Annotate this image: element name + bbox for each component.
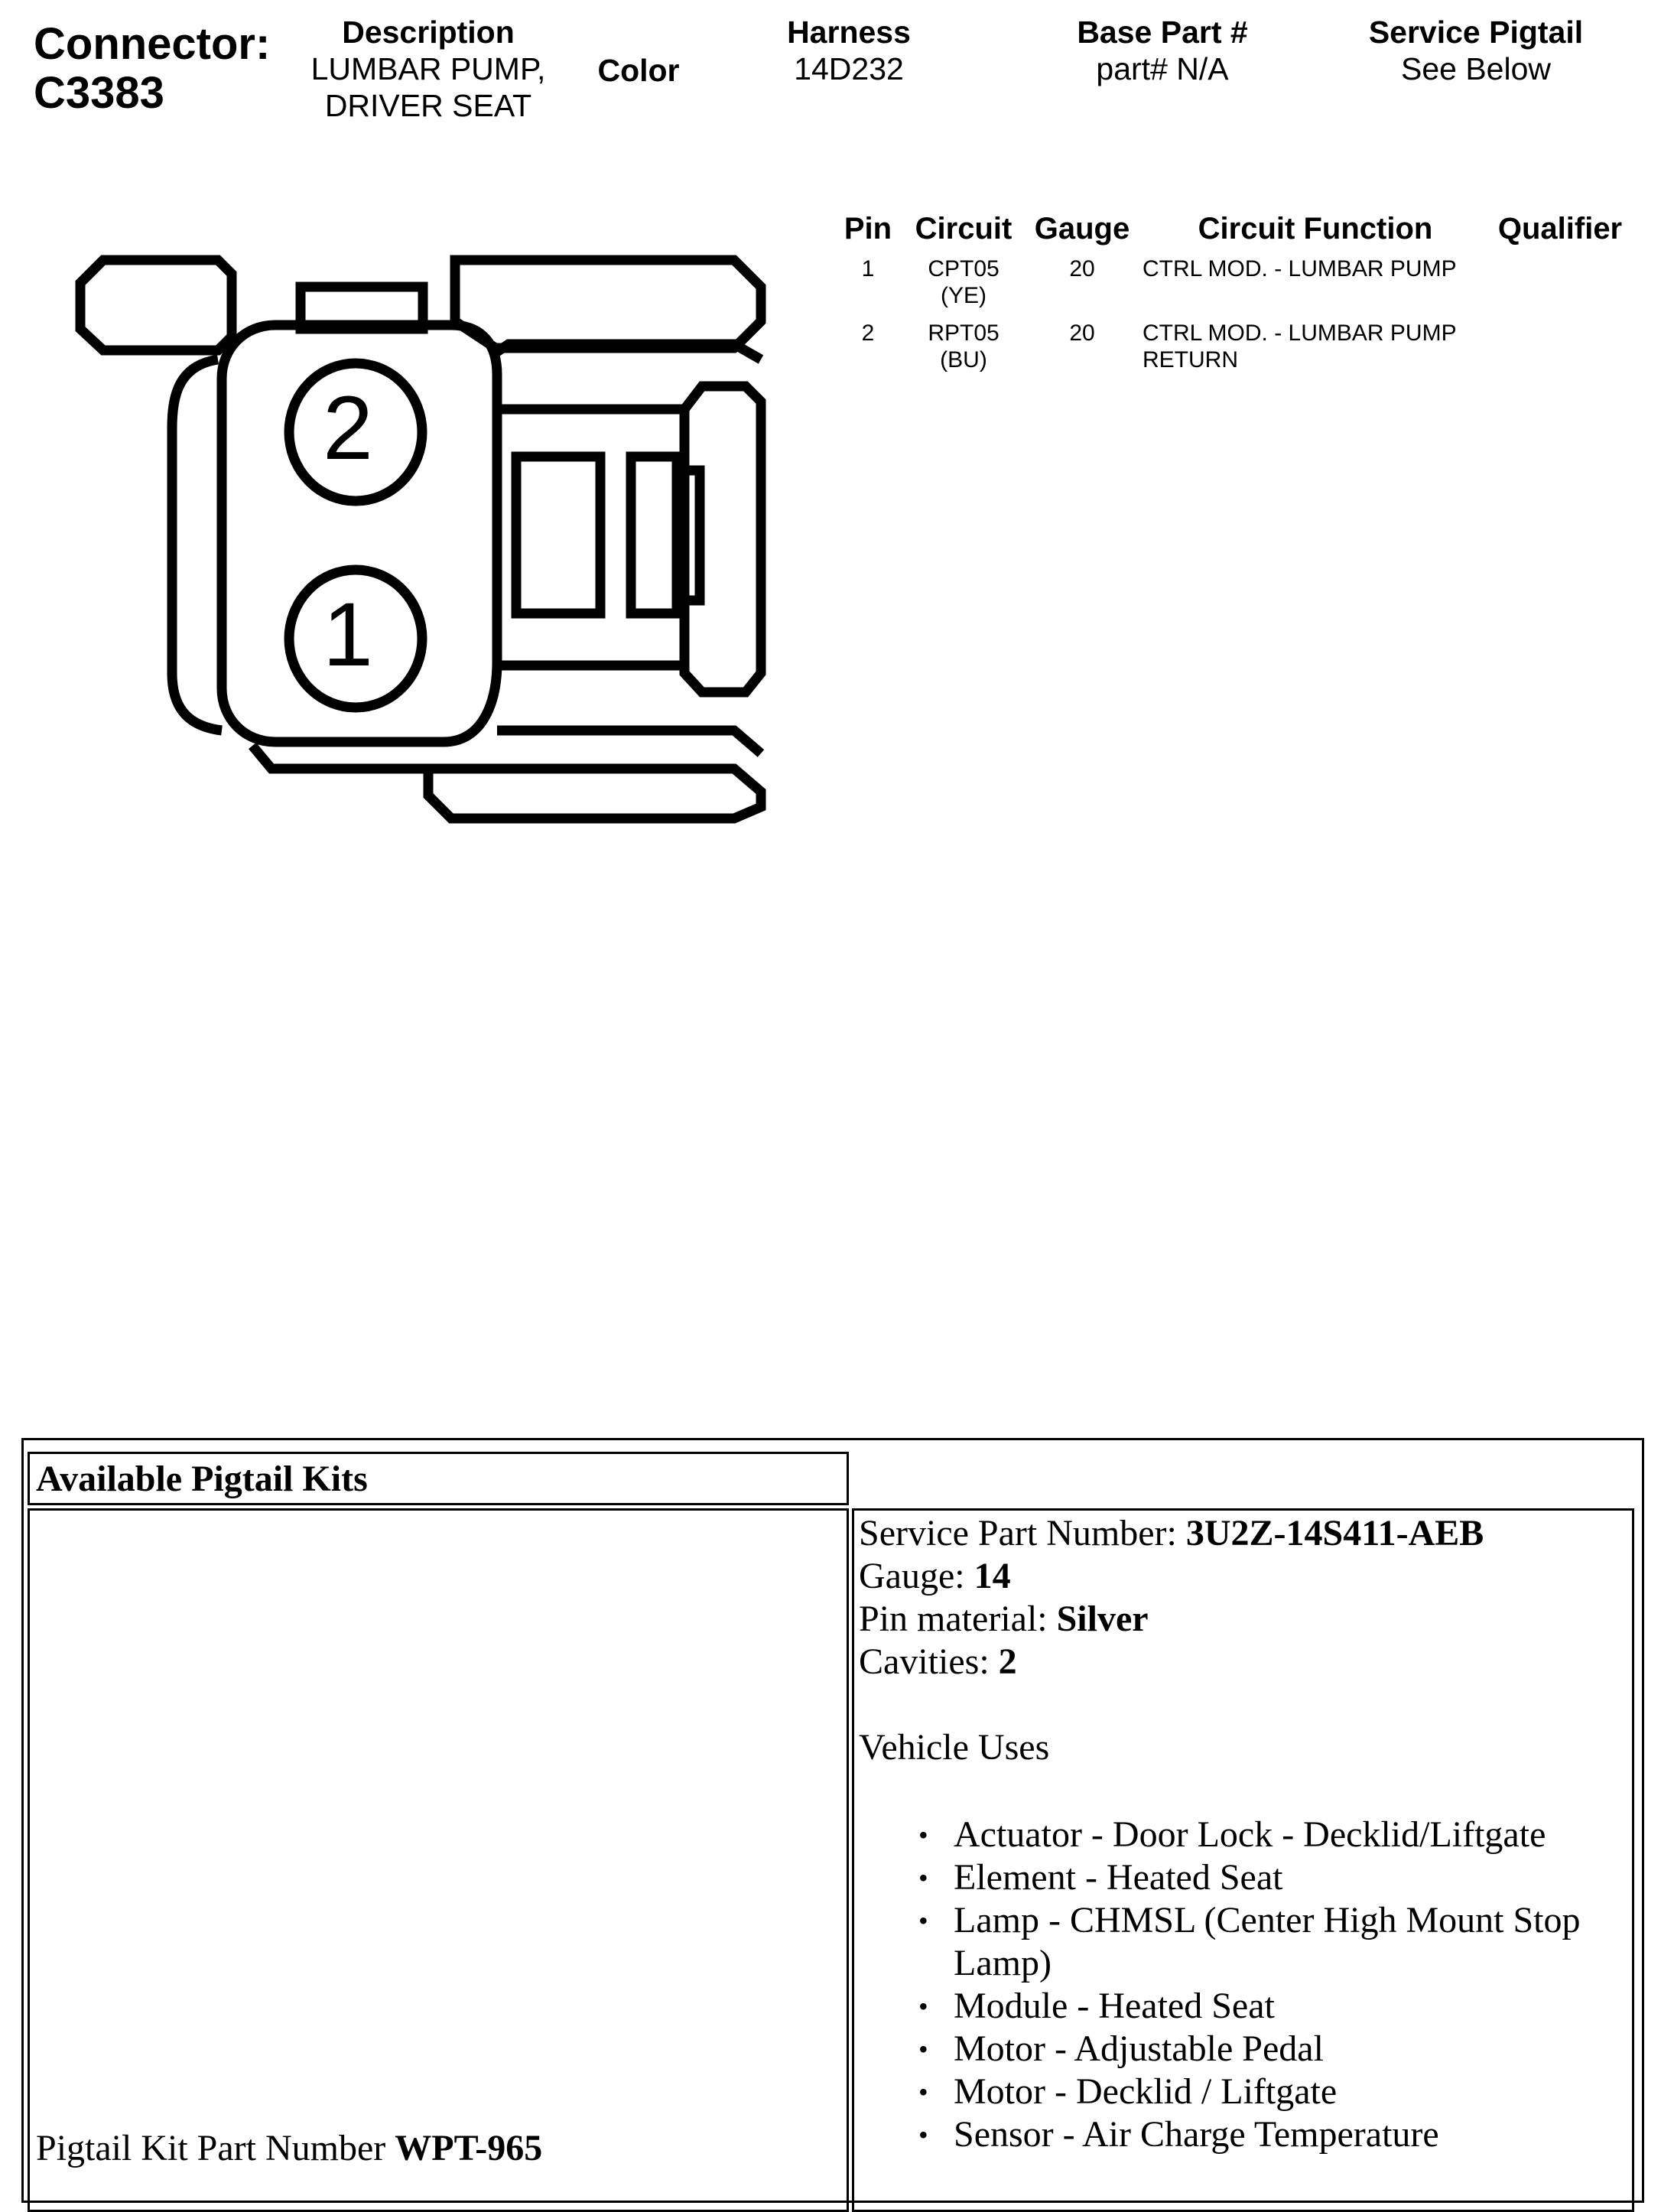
list-item: • Actuator - Door Lock - Decklid/Liftgate <box>859 1814 1624 1856</box>
pigtail-kit-cell <box>28 1508 849 2212</box>
service-pigtail-column <box>1331 14 1621 87</box>
list-item: • Element - Heated Seat <box>859 1856 1624 1899</box>
pin-material-label: Pin material: <box>859 1599 1048 1639</box>
description-line-1: LUMBAR PUMP, <box>310 51 546 86</box>
pin-material-row <box>859 1598 1624 1641</box>
service-pigtail-value: See Below <box>1400 51 1551 86</box>
list-item: • Motor - Decklid / Liftgate <box>859 2070 1624 2113</box>
latch-top-left <box>80 260 232 350</box>
pin-table-row-2-function <box>1143 320 1494 373</box>
pin-label-2: 2 <box>323 378 373 479</box>
pin-table-row-1-circuit <box>902 255 1025 309</box>
base-part-column <box>1025 14 1300 87</box>
latch-top-right <box>455 260 761 348</box>
color-label: Color <box>597 53 680 88</box>
list-item: • Motor - Adjustable Pedal <box>859 2028 1624 2070</box>
pin-table-header-pin: Pin <box>844 212 892 246</box>
left-side-rounded <box>172 359 222 730</box>
base-part-label: Base Part # <box>1077 15 1248 50</box>
harness-value: 14D232 <box>794 51 904 86</box>
cavities-label: Cavities: <box>859 1641 990 1682</box>
lock-window-1 <box>516 457 600 613</box>
service-part-value: 3U2Z-14S411-AEB <box>1185 1513 1484 1553</box>
pigtail-kit-part-number <box>36 2127 542 2170</box>
list-item: • Lamp - CHMSL (Center High Mount Stop Lamp) <box>859 1899 1624 1985</box>
latch-bottom-right <box>428 769 761 818</box>
pin-table-row-1-gauge: 20 <box>1069 256 1095 281</box>
service-pigtail-label: Service Pigtail <box>1368 15 1584 50</box>
pin-label-1: 1 <box>323 584 373 685</box>
function-line-1: CTRL MOD. - LUMBAR PUMP <box>1143 256 1457 281</box>
gauge-value: 14 <box>974 1556 1011 1596</box>
circuit-color: (YE) <box>941 283 987 308</box>
lock-window-2 <box>631 457 677 613</box>
list-item: • Module - Heated Seat <box>859 1985 1624 2028</box>
gauge-row <box>859 1555 1624 1598</box>
lock-inner-frame <box>497 409 684 665</box>
circuit-color: (BU) <box>940 347 987 372</box>
gauge-label: Gauge: <box>859 1556 965 1596</box>
list-item: • Sensor - Air Charge Temperature <box>859 2113 1624 2156</box>
pin-table-header-circuit: Circuit <box>915 212 1013 246</box>
pigtail-title: Available Pigtail Kits <box>36 1459 368 1499</box>
description-line-2: DRIVER SEAT <box>324 88 532 123</box>
pin-table-header-function: Circuit Function <box>1198 212 1433 246</box>
kit-label: Pigtail Kit Part Number <box>36 2128 386 2168</box>
kit-number: WPT-965 <box>395 2128 543 2168</box>
pin-table-row-2-pin: 2 <box>861 320 875 346</box>
function-line-1: CTRL MOD. - LUMBAR PUMP <box>1143 320 1457 346</box>
pin-material-value: Silver <box>1056 1599 1149 1639</box>
vehicle-uses-list <box>859 1814 1624 2156</box>
pin-table-row-1-pin: 1 <box>861 256 875 281</box>
service-part-row <box>859 1512 1624 1555</box>
service-part-label: Service Part Number: <box>859 1513 1177 1553</box>
pin-table-header-gauge: Gauge <box>1034 212 1130 246</box>
connector-id: C3383 <box>34 68 164 118</box>
harness-label: Harness <box>787 15 911 50</box>
connector-face-diagram <box>0 0 841 841</box>
description-label: Description <box>342 15 515 50</box>
cavities-value: 2 <box>998 1641 1017 1682</box>
lower-arm-inner <box>497 730 761 753</box>
vehicle-uses-label: Vehicle Uses <box>859 1727 1050 1768</box>
pigtail-title-cell <box>28 1452 849 1505</box>
connector-label: Connector: <box>34 19 271 69</box>
circuit-id: RPT05 <box>928 320 1000 346</box>
pin-table-header-qualifier: Qualifier <box>1497 212 1623 246</box>
pin-table-row-1-function <box>1143 255 1494 282</box>
pigtail-detail-cell <box>852 1508 1634 2212</box>
lower-left-foot <box>252 746 428 769</box>
pin-table-row-2-gauge: 20 <box>1069 320 1095 346</box>
function-line-2: RETURN <box>1143 347 1238 372</box>
cavities-row <box>859 1641 1624 1683</box>
base-part-value: part# N/A <box>1096 51 1229 86</box>
pigtail-details <box>859 1512 1624 2156</box>
pin-table-row-2-circuit <box>902 320 1025 373</box>
circuit-id: CPT05 <box>928 256 1000 281</box>
